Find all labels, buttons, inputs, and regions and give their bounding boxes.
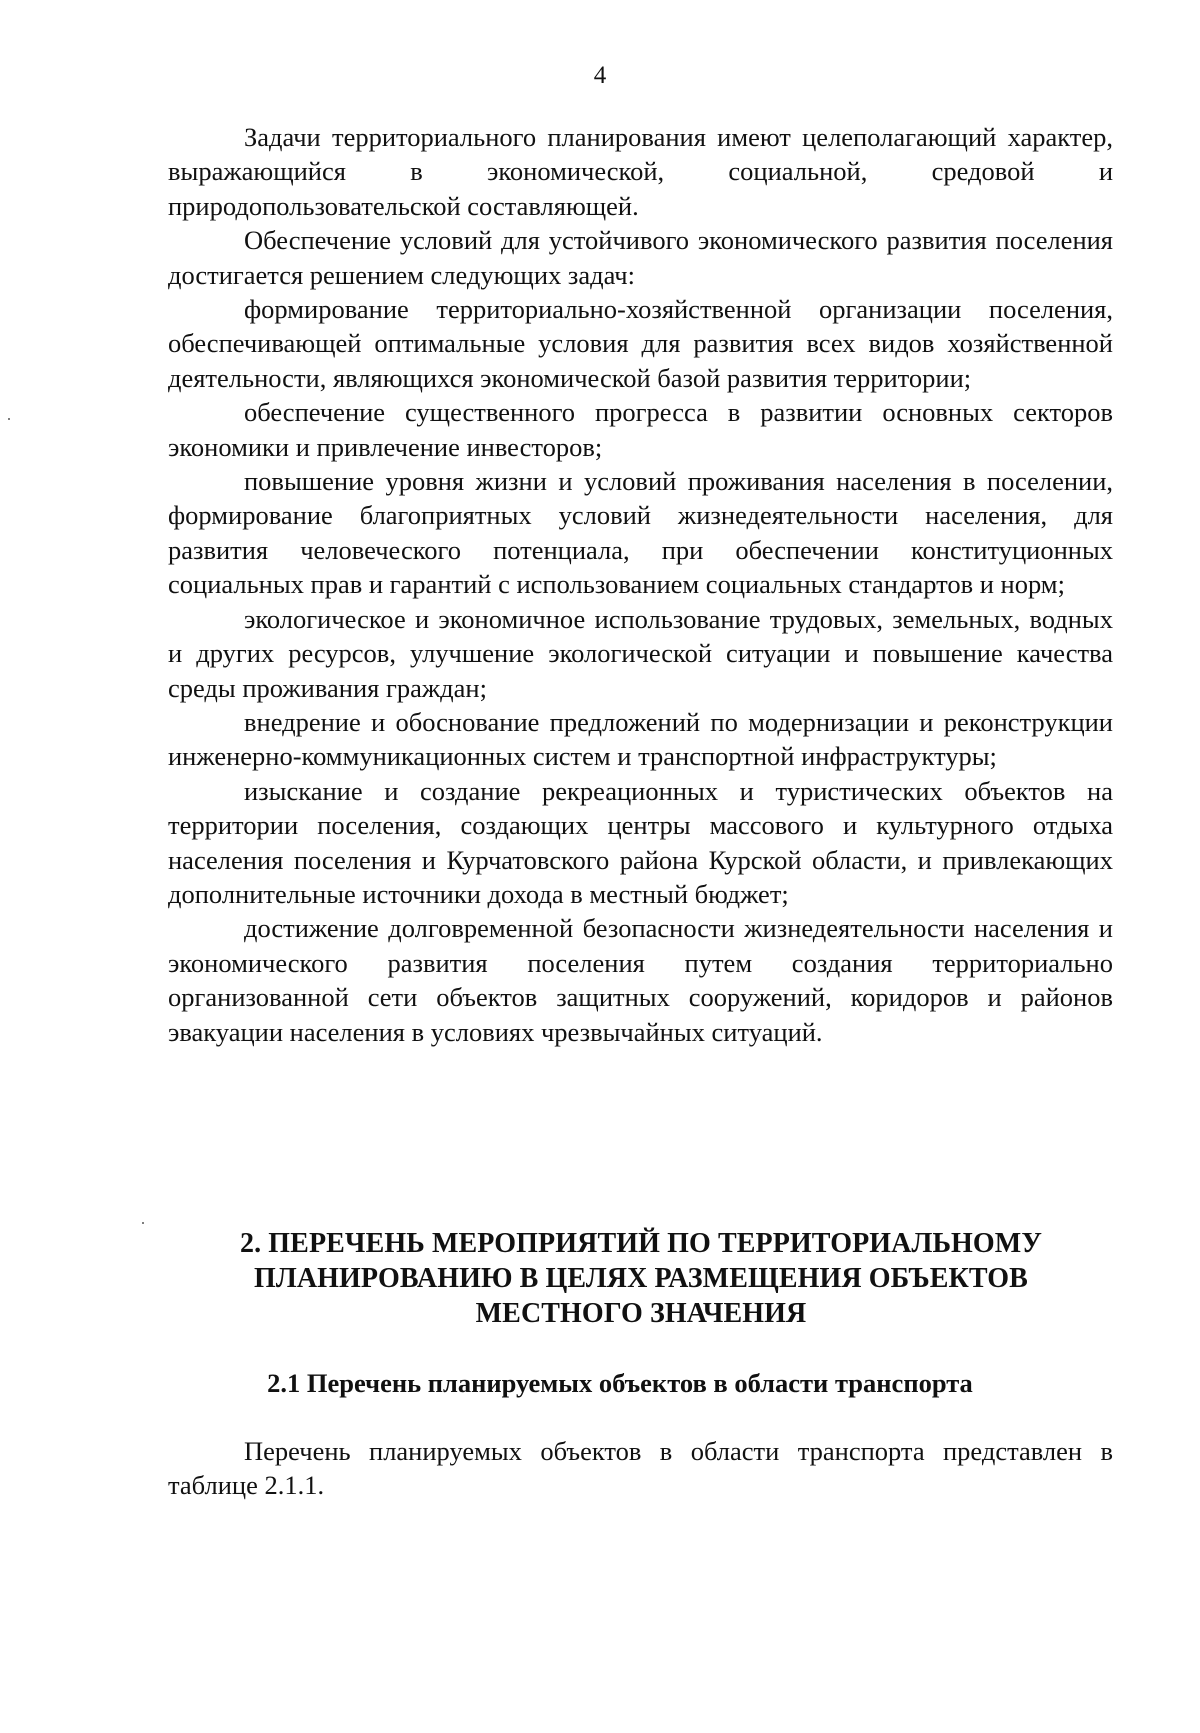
paragraph-task-living-standards: повышение уровня жизни и условий проживания населения в поселении, формирование благоприятных условий жизнедеятельности населения, для развития человеческого потенциала, при обеспечении конституционных социальных прав и гарантий с использованием социальных стандартов и норм; — [168, 466, 1113, 600]
paragraph-task-ecology: экологическое и экономичное использование трудовых, земельных, водных и других ресурсов, улучшение экологической ситуации и повышение качества среды проживания граждан; — [168, 603, 1113, 703]
section-heading-line: ПЛАНИРОВАНИЮ В ЦЕЛЯХ РАЗМЕЩЕНИЯ ОБЪЕКТОВ — [254, 1263, 1028, 1294]
section-heading-line: МЕСТНОГО ЗНАЧЕНИЯ — [475, 1298, 807, 1329]
page-number: 4 — [593, 62, 607, 89]
paragraph-task-safety: достижение долговременной безопасности жизнедеятельности населения и экономического развития поселения путем создания территориально организованной сети объектов защитных сооружений, коридоров и районов эвакуации населения в условиях чрезвычайных ситуаций. — [168, 913, 1113, 1047]
paragraph-table-reference: Перечень планируемых объектов в области транспорта представлен в таблице 2.1.1. — [168, 1436, 1113, 1501]
paragraph-goals: Задачи территориального планирования имеют целеполагающий характер, выражающийся в экономической, социальной, средовой и природопользовательской составляющей. — [168, 122, 1113, 221]
scan-speck — [8, 418, 10, 420]
scan-speck — [142, 1222, 144, 1224]
paragraph-task-progress: обеспечение существенного прогресса в развитии основных секторов экономики и привлечение инвесторов; — [168, 397, 1113, 462]
paragraph-conditions: Обеспечение условий для устойчивого экономического развития поселения достигается решением следующих задач: — [168, 225, 1113, 290]
paragraph-task-infrastructure: внедрение и обоснование предложений по модернизации и реконструкции инженерно-коммуникационных систем и транспортной инфраструктуры; — [168, 706, 1113, 772]
section-heading — [150, 1226, 1132, 1331]
paragraph-task-recreation: изыскание и создание рекреационных и туристических объектов на территории поселения, создающих центры массового и культурного отдыха населения поселения и Курчатовского района Курской области, и привлекающих дополнительные источники дохода в местный бюджет; — [168, 775, 1113, 909]
section-heading-block — [150, 1226, 1132, 1331]
closing-text — [168, 1434, 1113, 1503]
subsection-heading: 2.1 Перечень планируемых объектов в области транспорта — [267, 1368, 973, 1398]
section-heading-line: 2. ПЕРЕЧЕНЬ МЕРОПРИЯТИЙ ПО ТЕРРИТОРИАЛЬНОМУ — [240, 1228, 1042, 1259]
paragraph-task-organization: формирование территориально-хозяйственной организации поселения, обеспечивающей оптимальные условия для развития всех видов хозяйственной деятельности, являющихся экономической базой развития территории; — [168, 294, 1113, 393]
body-text — [168, 120, 1113, 1049]
